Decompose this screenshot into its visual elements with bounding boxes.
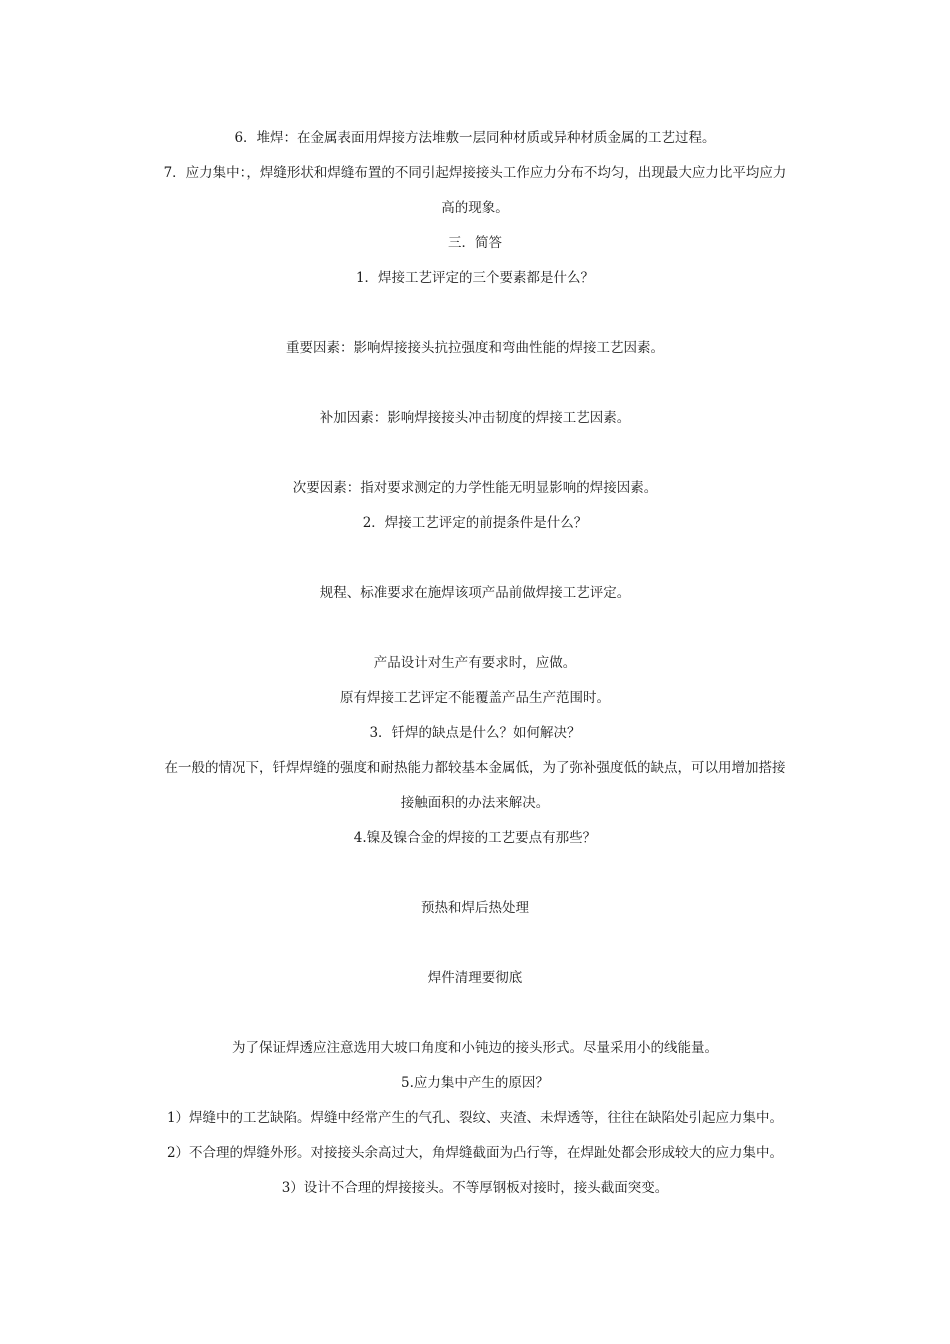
answer-3-cont: 接触面积的办法来解决。 (400, 795, 550, 811)
answer-5-item-2: 2）不合理的焊缝外形。对接接头余高过大，角焊缝截面为凸行等，在焊趾处都会形成较大的应力集中。 (166, 1145, 784, 1161)
answer-1-supplementary-factors: 补加因素：影响焊接接头冲击韧度的焊接工艺因素。 (319, 410, 631, 426)
question-5: 5.应力集中产生的原因？ (401, 1075, 549, 1091)
answer-2-item-1: 规程、标准要求在施焊该项产品前做焊接工艺评定。 (319, 585, 631, 601)
question-4: 4.镍及镍合金的焊接的工艺要点有那些？ (353, 830, 597, 846)
answer-2-item-3: 原有焊接工艺评定不能覆盖产品生产范围时。 (340, 690, 610, 706)
question-3: 3．钎焊的缺点是什么？如何解决？ (369, 725, 581, 741)
answer-4-item-3: 为了保证焊透应注意选用大坡口角度和小钝边的接头形式。尽量采用小的线能量。 (232, 1040, 718, 1056)
section-heading-short-answer: 三．简答 (448, 235, 502, 251)
answer-2-item-2: 产品设计对生产有要求时，应做。 (373, 655, 577, 671)
definition-surfacing: 6．堆焊：在金属表面用焊接方法堆敷一层同种材质或异种材质金属的工艺过程。 (234, 130, 716, 146)
answer-4-item-2: 焊件清理要彻底 (427, 970, 523, 986)
answer-1-essential-factors: 重要因素：影响焊接接头抗拉强度和弯曲性能的焊接工艺因素。 (286, 340, 664, 356)
answer-5-item-1: 1）焊缝中的工艺缺陷。焊缝中经常产生的气孔、裂纹、夹渣、未焊透等，往往在缺陷处引起应力集中。 (166, 1110, 784, 1126)
definition-stress-concentration-cont: 高的现象。 (441, 200, 509, 216)
question-1: 1．焊接工艺评定的三个要素都是什么？ (355, 270, 595, 286)
definition-stress-concentration: 7．应力集中：，焊缝形状和焊缝布置的不同引起焊接接头工作应力分布不均匀，出现最大应力比平均应力 (163, 165, 787, 181)
answer-3: 在一般的情况下，钎焊焊缝的强度和耐热能力都较基本金属低，为了弥补强度低的缺点，可以用增加搭接 (164, 760, 786, 776)
answer-4-item-1: 预热和焊后热处理 (421, 900, 529, 916)
question-2: 2．焊接工艺评定的前提条件是什么？ (362, 515, 588, 531)
answer-1-nonessential-factors: 次要因素：指对要求测定的力学性能无明显影响的焊接因素。 (292, 480, 658, 496)
answer-5-item-3: 3）设计不合理的焊接接头。不等厚钢板对接时，接头截面突变。 (281, 1180, 669, 1196)
